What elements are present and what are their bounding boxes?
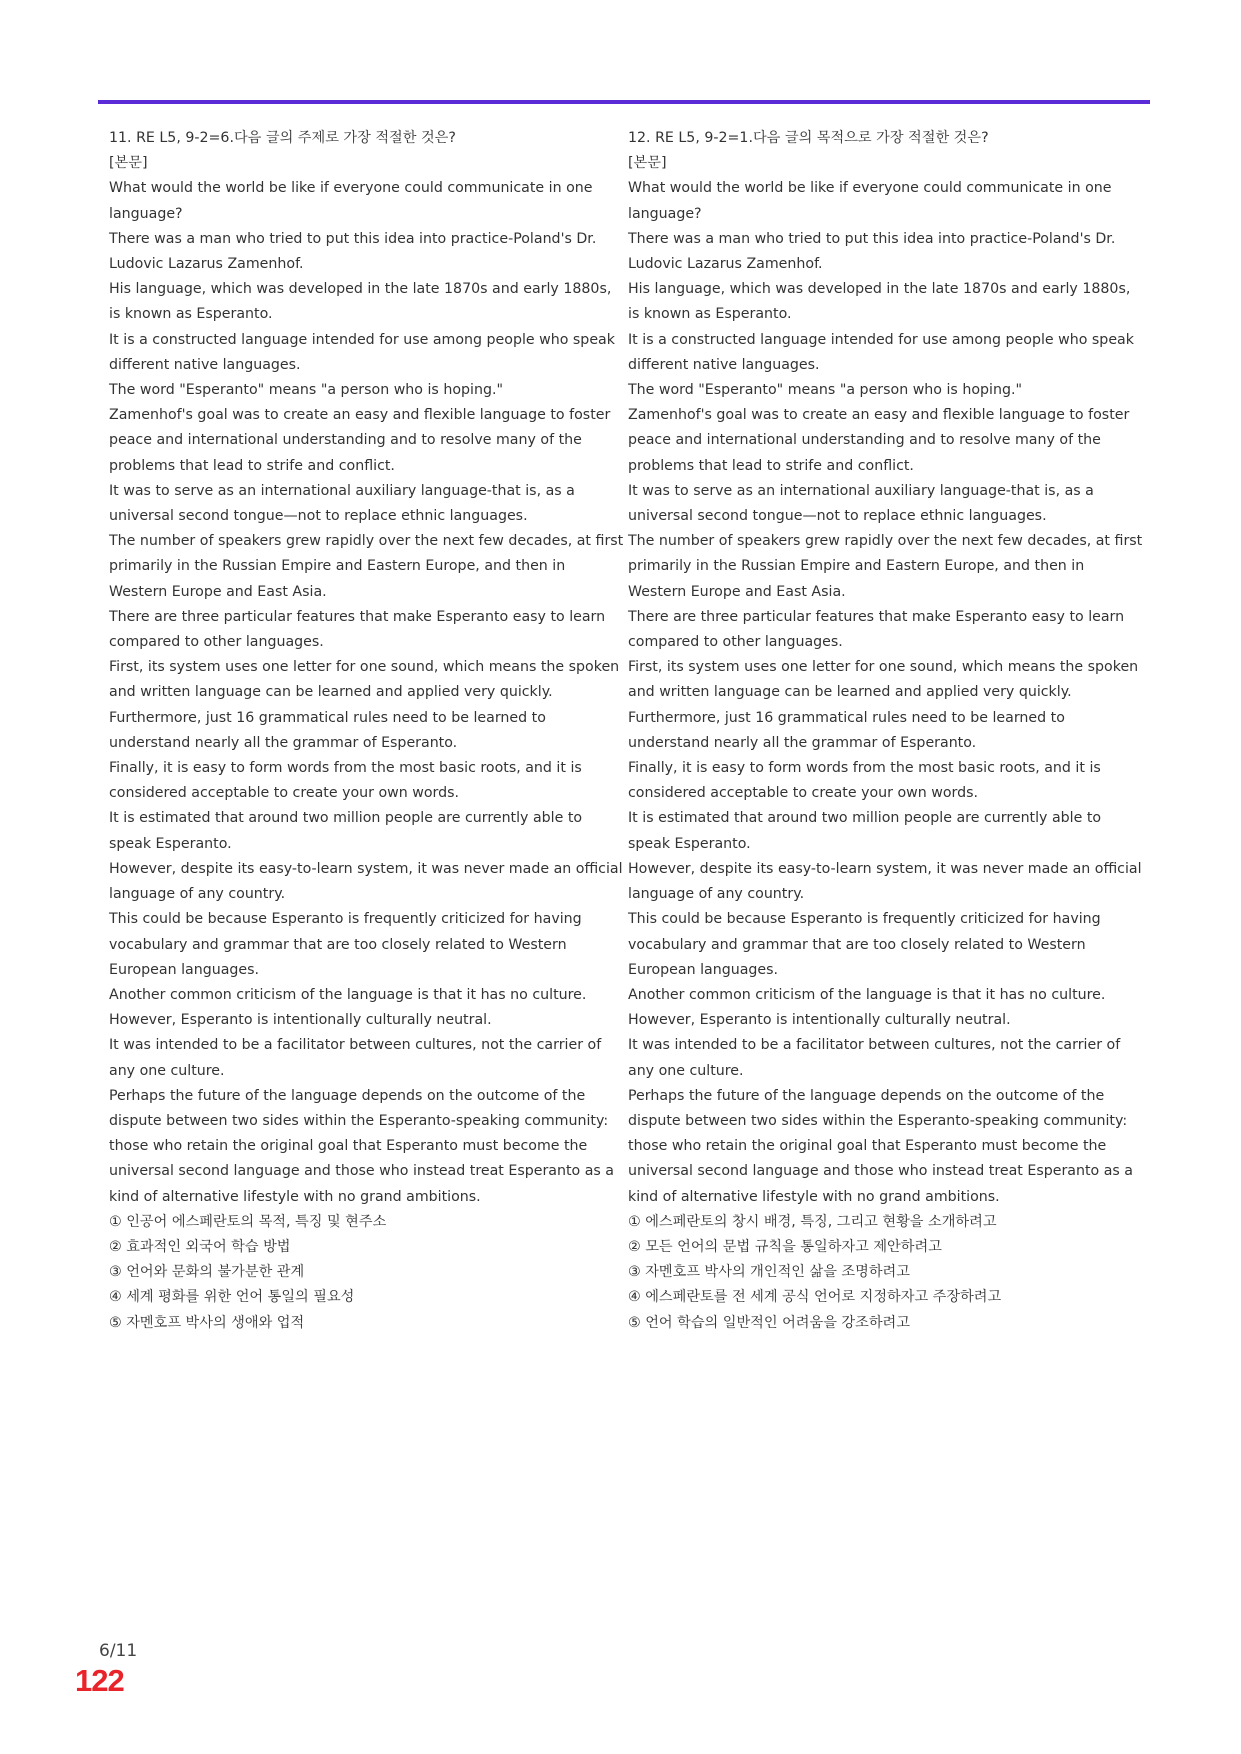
passage-text [628, 176, 1143, 1209]
header-rule [98, 100, 1150, 104]
passage-sentence: First, its system uses one letter for one sound, which means the spoken and written language can be learned and applied very quickly. [628, 659, 1139, 701]
passage-sentence: His language, which was developed in the late 1870s and early 1880s, is known as Esperanto. [109, 281, 612, 323]
passage-sentence: However, Esperanto is intentionally culturally neutral. [628, 1012, 1011, 1029]
question-heading: 12. RE L5, 9-2=1.다음 글의 목적으로 가장 적절한 것은? [628, 130, 989, 146]
passage-sentence: There are three particular features that make Esperanto easy to learn compared to other languages. [109, 608, 606, 651]
passage-sentence: Another common criticism of the language is that it has no culture. [628, 986, 1106, 1003]
answer-choices [109, 1210, 624, 1336]
passage-sentence: Furthermore, just 16 grammatical rules need to be learned to understand nearly all the grammar of Esperanto. [109, 709, 546, 751]
passage-sentence: Finally, it is easy to form words from the most basic roots, and it is considered acceptable to create your own words. [628, 760, 1101, 802]
answer-choice-5[interactable]: ⑤ 자멘호프 박사의 생애와 업적 [109, 1314, 305, 1331]
passage-sentence: The number of speakers grew rapidly over the next few decades, at first primarily in the Russian Empire and Eastern Europe, and then in Western Europe and East Asia. [628, 533, 1143, 600]
passage-sentence: It was to serve as an international auxiliary language-that is, as a universal second tongue—not to replace ethnic languages. [109, 482, 575, 525]
question-12 [628, 126, 1143, 1336]
passage-sentence: Furthermore, just 16 grammatical rules need to be learned to understand nearly all the grammar of Esperanto. [628, 709, 1065, 751]
answer-choice-3[interactable]: ③ 자멘호프 박사의 개인적인 삶을 조명하려고 [628, 1264, 910, 1281]
answer-choice-5[interactable]: ⑤ 언어 학습의 일반적인 어려움을 강조하려고 [628, 1314, 910, 1331]
answer-choice-1[interactable]: ① 인공어 에스페란토의 목적, 특징 및 현주소 [109, 1213, 387, 1230]
passage-sentence: This could be because Esperanto is frequently criticized for having vocabulary and grammar that are too closely related to Western European languages. [628, 911, 1101, 978]
passage-sentence: The word "Esperanto" means "a person who is hoping." [109, 382, 503, 399]
question-heading: 11. RE L5, 9-2=6.다음 글의 주제로 가장 적절한 것은? [109, 130, 456, 146]
passage-sentence: There are three particular features that make Esperanto easy to learn compared to other languages. [628, 608, 1125, 651]
passage-text [109, 176, 624, 1209]
passage-label: [본문] [628, 155, 667, 172]
passage-sentence: However, Esperanto is intentionally culturally neutral. [109, 1012, 492, 1029]
passage-sentence: Finally, it is easy to form words from the most basic roots, and it is considered acceptable to create your own words. [109, 760, 582, 802]
page-indicator: 6/11 [99, 1641, 138, 1661]
passage-sentence: It is a constructed language intended for use among people who speak different native languages. [109, 331, 615, 373]
passage-sentence: There was a man who tried to put this idea into practice-Poland's Dr. Ludovic Lazarus Zamenhof. [109, 230, 597, 273]
passage-sentence: It is estimated that around two million people are currently able to speak Esperanto. [109, 810, 583, 852]
passage-sentence: It is a constructed language intended for use among people who speak different native languages. [628, 331, 1134, 373]
passage-sentence: First, its system uses one letter for one sound, which means the spoken and written language can be learned and applied very quickly. [109, 659, 620, 701]
passage-sentence: The number of speakers grew rapidly over the next few decades, at first primarily in the Russian Empire and Eastern Europe, and then in Western Europe and East Asia. [109, 533, 624, 600]
passage-sentence: This could be because Esperanto is frequently criticized for having vocabulary and grammar that are too closely related to Western European languages. [109, 911, 582, 978]
passage-sentence: It was to serve as an international auxiliary language-that is, as a universal second tongue—not to replace ethnic languages. [628, 482, 1094, 525]
passage-sentence: It was intended to be a facilitator between cultures, not the carrier of any one culture. [628, 1037, 1121, 1079]
passage-sentence: There was a man who tried to put this idea into practice-Poland's Dr. Ludovic Lazarus Zamenhof. [628, 230, 1116, 273]
passage-sentence: Another common criticism of the language is that it has no culture. [109, 986, 587, 1003]
question-11 [109, 126, 624, 1336]
answer-choice-1[interactable]: ① 에스페란토의 창시 배경, 특징, 그리고 현황을 소개하려고 [628, 1213, 997, 1230]
answer-choice-3[interactable]: ③ 언어와 문화의 불가분한 관계 [109, 1264, 305, 1281]
passage-sentence: What would the world be like if everyone could communicate in one language? [109, 180, 593, 222]
passage-sentence: The word "Esperanto" means "a person who is hoping." [628, 382, 1022, 399]
passage-sentence: Perhaps the future of the language depends on the outcome of the dispute between two sides within the Esperanto-speaking community: those who retain the original goal that Esperanto must become the universal second language and those who instead treat Esperanto as a kind of alternative lifestyle with no grand ambitions. [628, 1087, 1133, 1205]
passage-sentence: What would the world be like if everyone could communicate in one language? [628, 180, 1112, 222]
passage-sentence: It was intended to be a facilitator between cultures, not the carrier of any one culture. [109, 1037, 602, 1079]
passage-sentence: His language, which was developed in the late 1870s and early 1880s, is known as Esperanto. [628, 281, 1131, 323]
answer-choice-2[interactable]: ② 효과적인 외국어 학습 방법 [109, 1238, 291, 1255]
answer-choice-4[interactable]: ④ 에스페란토를 전 세계 공식 언어로 지정하자고 주장하려고 [628, 1289, 1002, 1306]
passage-sentence: However, despite its easy-to-learn system, it was never made an official language of any country. [628, 860, 1142, 903]
page-number: 122 [75, 1663, 124, 1698]
passage-sentence: Zamenhof's goal was to create an easy and flexible language to foster peace and international understanding and to resolve many of the problems that lead to strife and conflict. [628, 407, 1130, 474]
passage-sentence: It is estimated that around two million people are currently able to speak Esperanto. [628, 810, 1102, 852]
passage-sentence: Zamenhof's goal was to create an easy and flexible language to foster peace and international understanding and to resolve many of the problems that lead to strife and conflict. [109, 407, 611, 474]
answer-choice-4[interactable]: ④ 세계 평화를 위한 언어 통일의 필요성 [109, 1289, 355, 1306]
answer-choices [628, 1210, 1143, 1336]
passage-sentence: Perhaps the future of the language depends on the outcome of the dispute between two sides within the Esperanto-speaking community: those who retain the original goal that Esperanto must become the universal second language and those who instead treat Esperanto as a kind of alternative lifestyle with no grand ambitions. [109, 1087, 614, 1205]
passage-label: [본문] [109, 155, 148, 172]
answer-choice-2[interactable]: ② 모든 언어의 문법 규칙을 통일하자고 제안하려고 [628, 1238, 942, 1255]
passage-sentence: However, despite its easy-to-learn system, it was never made an official language of any country. [109, 860, 623, 903]
